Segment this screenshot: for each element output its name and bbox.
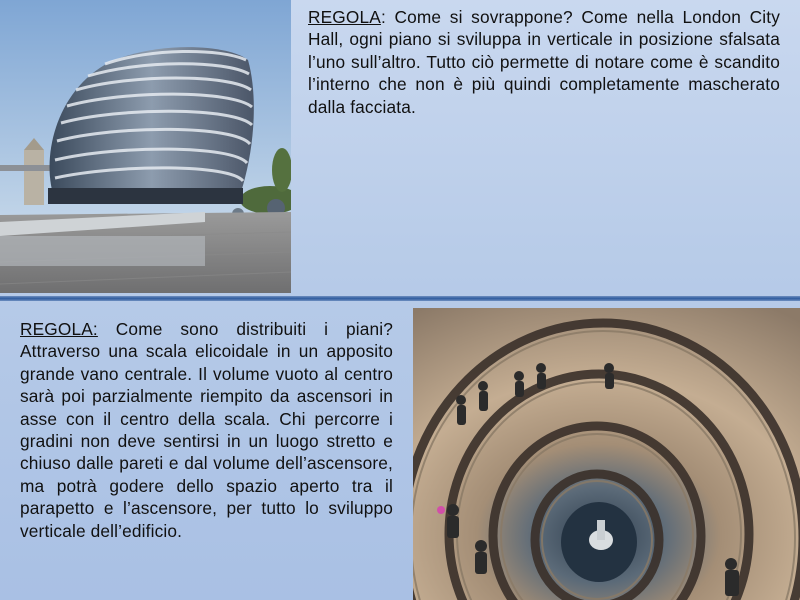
- top-rule-label: REGOLA: [308, 7, 381, 27]
- top-rule-text: Come si sovrappone? Come nella London City Hall, ogni piano si sviluppa in verticale in posizione sfalsata l’uno sull’altro. Tutto ciò permette di notare come è scandito l’interno che non è più quindi completamente mascherato dalla facciata.: [308, 7, 780, 117]
- bottom-paragraph: [20, 318, 393, 542]
- bottom-rule-text: Come sono distribuiti i piani? Attraverso una scala elicoidale in un apposito grande vano centrale. Il volume vuoto al centro sarà poi parzialmente riempito da ascensori in asse con il centro della scala. Chi percorre i gradini non deve sentirsi in un luogo stretto e chiuso dalle pareti e dal volume dell’ascensore, ma potrà godere dello spazio aperto tra il parapetto e l’ascensore, per tutto lo sviluppo verticale dell’edificio.: [20, 319, 393, 541]
- bottom-label-separator: [98, 319, 116, 339]
- city-hall-photo: [0, 0, 291, 293]
- bottom-rule-label: REGOLA:: [20, 319, 98, 339]
- top-paragraph: [308, 6, 780, 118]
- section-divider: [0, 296, 800, 301]
- spiral-staircase-photo: [413, 308, 800, 600]
- top-label-separator: :: [380, 7, 395, 27]
